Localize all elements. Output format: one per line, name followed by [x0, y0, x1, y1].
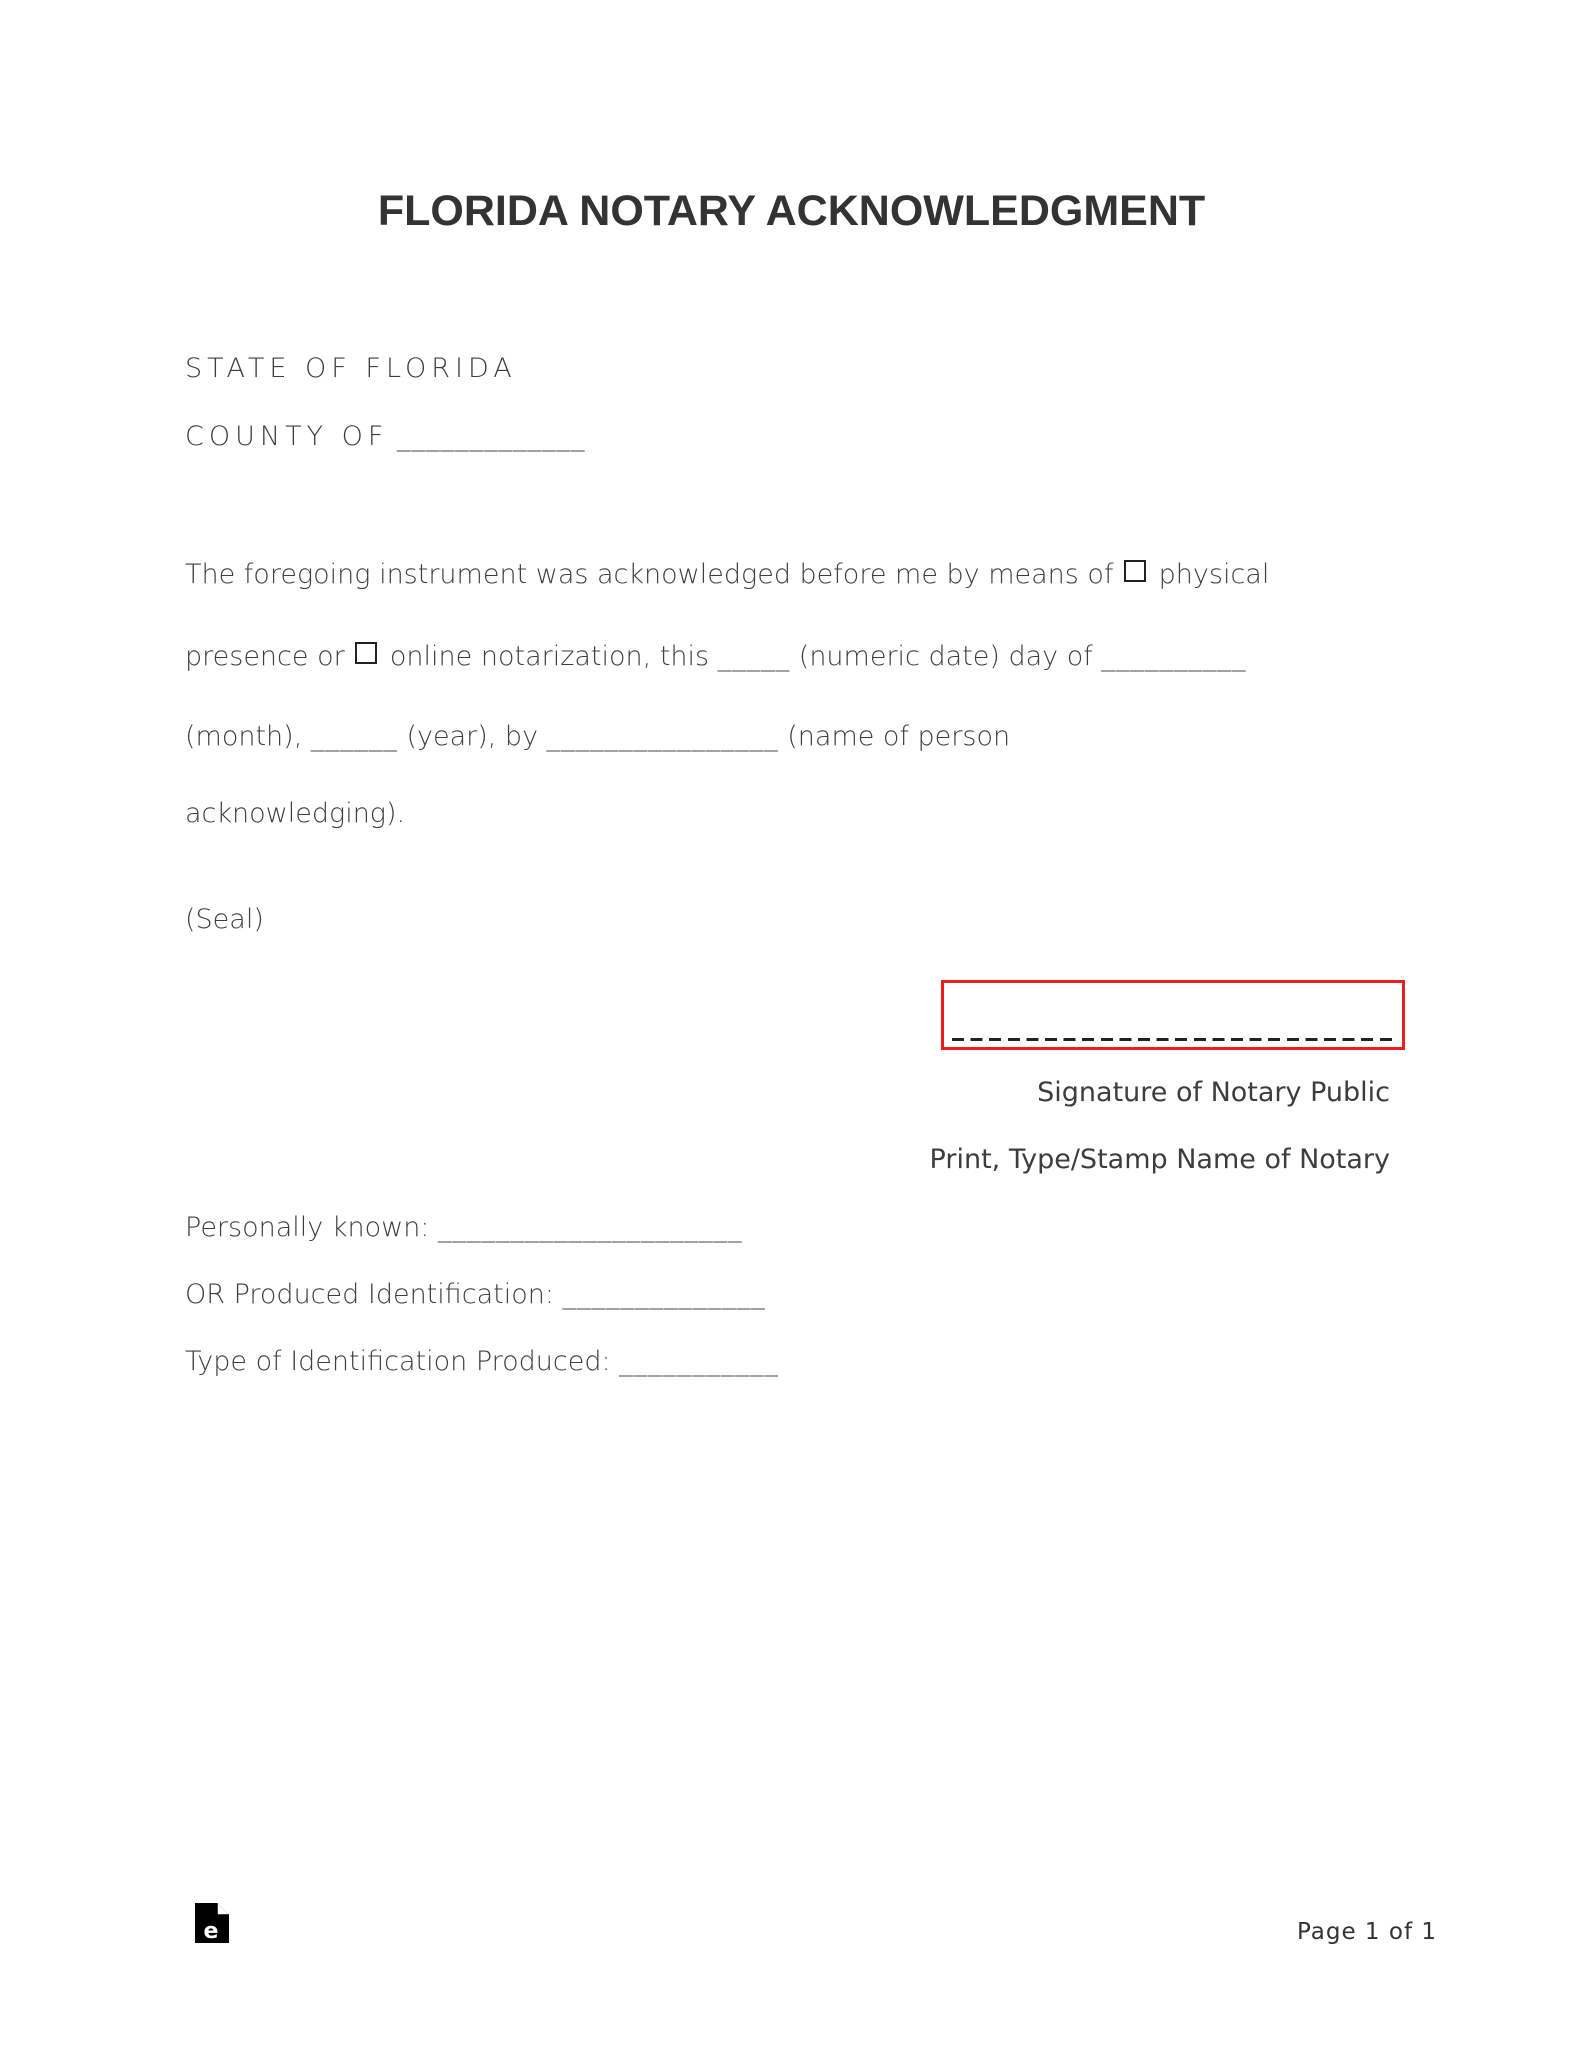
personally-known-line [185, 1211, 743, 1245]
document-e-icon [195, 1903, 229, 1943]
physical-label: physical [1158, 559, 1270, 590]
produced-identification-blank[interactable]: ______________ [562, 1279, 766, 1310]
body-line-2 [185, 640, 1246, 674]
presence-text: presence or [185, 641, 345, 672]
print-name-label: Print, Type/Stamp Name of Notary [929, 1144, 1390, 1175]
year-blank[interactable]: ______ [310, 721, 398, 752]
signature-field-highlight[interactable] [941, 980, 1405, 1050]
personally-known-label: Personally known: [185, 1212, 430, 1243]
date-hint: (numeric date) day of [798, 641, 1093, 672]
identification-type-line [185, 1345, 779, 1379]
month-blank[interactable]: __________ [1101, 641, 1247, 672]
name-blank[interactable]: ________________ [546, 721, 779, 752]
signature-line[interactable] [952, 1038, 1396, 1041]
date-blank[interactable]: _____ [717, 641, 791, 672]
identification-type-blank[interactable]: ___________ [619, 1346, 779, 1377]
online-notarization-checkbox[interactable] [355, 642, 377, 664]
online-label: online notarization, this [389, 641, 710, 672]
body-line-1 [185, 558, 1269, 592]
county-blank[interactable]: _____________ [397, 421, 586, 452]
identification-type-label: Type of Identification Produced: [185, 1346, 611, 1377]
county-label: COUNTY OF [185, 421, 389, 452]
physical-presence-checkbox[interactable] [1124, 560, 1146, 582]
year-hint: (year), by [406, 721, 539, 752]
personally-known-blank[interactable]: _____________________ [438, 1212, 743, 1243]
body-line-4: acknowledging). [185, 798, 406, 829]
produced-identification-line [185, 1278, 766, 1312]
svg-text:e: e [203, 1919, 219, 1943]
signature-label: Signature of Notary Public [1037, 1077, 1390, 1108]
produced-identification-label: OR Produced Identification: [185, 1279, 554, 1310]
month-hint: (month), [185, 721, 303, 752]
name-hint: (name of person [787, 721, 1011, 752]
page-indicator: Page 1 of 1 [1296, 1919, 1437, 1945]
state-line: STATE OF FLORIDA [185, 353, 517, 384]
seal-label: (Seal) [185, 904, 264, 935]
document-title: FLORIDA NOTARY ACKNOWLEDGMENT [377, 187, 1206, 235]
body-text-1: The foregoing instrument was acknowledged before me by means of [185, 559, 1114, 590]
county-line [185, 420, 586, 454]
body-line-3 [185, 720, 1010, 754]
